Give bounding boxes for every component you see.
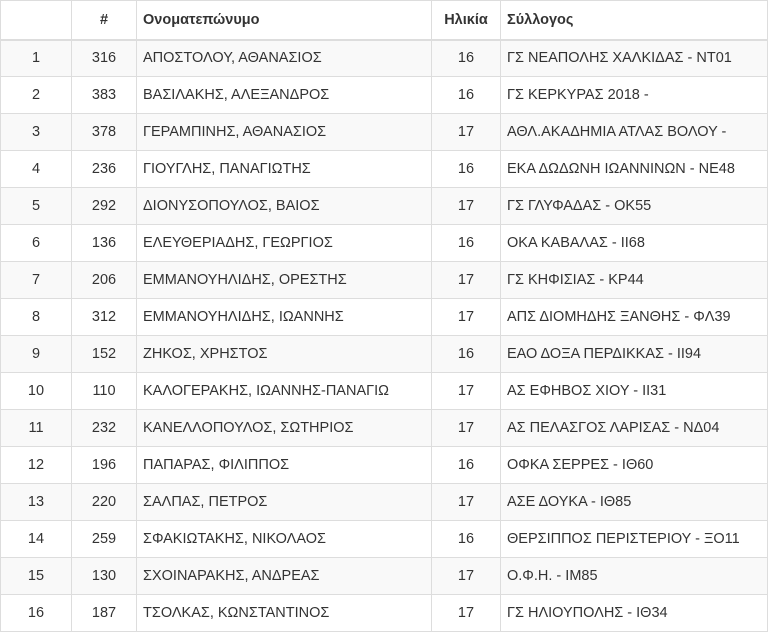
cell-number: 292 <box>72 188 137 225</box>
cell-name: ΚΑΛΟΓΕΡΑΚΗΣ, ΙΩΑΝΝΗΣ-ΠΑΝΑΓΙΩ <box>137 373 432 410</box>
header-number: # <box>72 1 137 40</box>
header-club: Σύλλογος <box>501 1 768 40</box>
table-row <box>1 558 768 595</box>
cell-age: 17 <box>432 188 501 225</box>
header-name: Ονοματεπώνυμο <box>137 1 432 40</box>
cell-name: ΕΜΜΑΝΟΥΗΛΙΔΗΣ, ΟΡΕΣΤΗΣ <box>137 262 432 299</box>
cell-position: 16 <box>1 595 72 632</box>
cell-position: 10 <box>1 373 72 410</box>
cell-club: ΟΦΚΑ ΣΕΡΡΕΣ - ΙΘ60 <box>501 447 768 484</box>
cell-club: ΓΣ ΓΛΥΦΑΔΑΣ - ΟΚ55 <box>501 188 768 225</box>
table-row <box>1 114 768 151</box>
cell-club: ΓΣ ΚΕΡΚΥΡΑΣ 2018 - <box>501 77 768 114</box>
table-row <box>1 188 768 225</box>
table-row <box>1 410 768 447</box>
cell-age: 17 <box>432 299 501 336</box>
cell-position: 13 <box>1 484 72 521</box>
cell-club: ΟΚΑ ΚΑΒΑΛΑΣ - ΙΙ68 <box>501 225 768 262</box>
header-row <box>1 1 768 40</box>
cell-age: 17 <box>432 114 501 151</box>
cell-number: 383 <box>72 77 137 114</box>
table-row <box>1 484 768 521</box>
cell-position: 3 <box>1 114 72 151</box>
cell-club: ΑΣ ΕΦΗΒΟΣ ΧΙΟΥ - ΙΙ31 <box>501 373 768 410</box>
cell-number: 316 <box>72 40 137 77</box>
cell-number: 110 <box>72 373 137 410</box>
cell-age: 16 <box>432 336 501 373</box>
cell-number: 232 <box>72 410 137 447</box>
cell-club: ΓΣ ΝΕΑΠΟΛΗΣ ΧΑΛΚΙΔΑΣ - ΝΤ01 <box>501 40 768 77</box>
cell-number: 130 <box>72 558 137 595</box>
cell-name: ΠΑΠΑΡΑΣ, ΦΙΛΙΠΠΟΣ <box>137 447 432 484</box>
cell-number: 136 <box>72 225 137 262</box>
cell-age: 16 <box>432 77 501 114</box>
cell-position: 9 <box>1 336 72 373</box>
cell-club: ΕΚΑ ΔΩΔΩΝΗ ΙΩΑΝΝΙΝΩΝ - ΝΕ48 <box>501 151 768 188</box>
table-row <box>1 299 768 336</box>
cell-number: 378 <box>72 114 137 151</box>
cell-age: 17 <box>432 558 501 595</box>
cell-name: ΣΧΟΙΝΑΡΑΚΗΣ, ΑΝΔΡΕΑΣ <box>137 558 432 595</box>
cell-name: ΖΗΚΟΣ, ΧΡΗΣΤΟΣ <box>137 336 432 373</box>
cell-position: 11 <box>1 410 72 447</box>
cell-club: ΑΣ ΠΕΛΑΣΓΟΣ ΛΑΡΙΣΑΣ - ΝΔ04 <box>501 410 768 447</box>
table-row <box>1 373 768 410</box>
cell-club: ΑΘΛ.ΑΚΑΔΗΜΙΑ ΑΤΛΑΣ ΒΟΛΟΥ - <box>501 114 768 151</box>
cell-position: 7 <box>1 262 72 299</box>
cell-name: ΓΕΡΑΜΠΙΝΗΣ, ΑΘΑΝΑΣΙΟΣ <box>137 114 432 151</box>
table-header <box>1 1 768 40</box>
cell-age: 17 <box>432 262 501 299</box>
cell-position: 8 <box>1 299 72 336</box>
cell-number: 187 <box>72 595 137 632</box>
cell-number: 220 <box>72 484 137 521</box>
cell-age: 16 <box>432 225 501 262</box>
table-row <box>1 151 768 188</box>
cell-number: 259 <box>72 521 137 558</box>
cell-name: ΑΠΟΣΤΟΛΟΥ, ΑΘΑΝΑΣΙΟΣ <box>137 40 432 77</box>
cell-age: 17 <box>432 373 501 410</box>
cell-name: ΣΑΛΠΑΣ, ΠΕΤΡΟΣ <box>137 484 432 521</box>
table-row <box>1 447 768 484</box>
header-age: Ηλικία <box>432 1 501 40</box>
cell-name: ΕΛΕΥΘΕΡΙΑΔΗΣ, ΓΕΩΡΓΙΟΣ <box>137 225 432 262</box>
cell-name: ΓΙΟΥΓΛΗΣ, ΠΑΝΑΓΙΩΤΗΣ <box>137 151 432 188</box>
cell-position: 2 <box>1 77 72 114</box>
table-row <box>1 225 768 262</box>
cell-age: 16 <box>432 521 501 558</box>
cell-position: 15 <box>1 558 72 595</box>
cell-number: 236 <box>72 151 137 188</box>
cell-position: 14 <box>1 521 72 558</box>
cell-club: ΕΑΟ ΔΟΞΑ ΠΕΡΔΙΚΚΑΣ - ΙΙ94 <box>501 336 768 373</box>
cell-age: 17 <box>432 484 501 521</box>
cell-number: 152 <box>72 336 137 373</box>
cell-position: 1 <box>1 40 72 77</box>
cell-club: ΓΣ ΚΗΦΙΣΙΑΣ - ΚΡ44 <box>501 262 768 299</box>
cell-number: 312 <box>72 299 137 336</box>
cell-name: ΕΜΜΑΝΟΥΗΛΙΔΗΣ, ΙΩΑΝΝΗΣ <box>137 299 432 336</box>
cell-number: 206 <box>72 262 137 299</box>
cell-club: Ο.Φ.Η. - ΙΜ85 <box>501 558 768 595</box>
cell-club: ΘΕΡΣΙΠΠΟΣ ΠΕΡΙΣΤΕΡΙΟΥ - ΞΟ11 <box>501 521 768 558</box>
cell-position: 12 <box>1 447 72 484</box>
cell-age: 17 <box>432 410 501 447</box>
cell-name: ΔΙΟΝΥΣΟΠΟΥΛΟΣ, ΒΑΙΟΣ <box>137 188 432 225</box>
header-position <box>1 1 72 40</box>
cell-position: 4 <box>1 151 72 188</box>
cell-name: ΤΣΟΛΚΑΣ, ΚΩΝΣΤΑΝΤΙΝΟΣ <box>137 595 432 632</box>
cell-position: 6 <box>1 225 72 262</box>
cell-name: ΣΦΑΚΙΩΤΑΚΗΣ, ΝΙΚΟΛΑΟΣ <box>137 521 432 558</box>
cell-club: ΓΣ ΗΛΙΟΥΠΟΛΗΣ - ΙΘ34 <box>501 595 768 632</box>
cell-number: 196 <box>72 447 137 484</box>
cell-age: 16 <box>432 447 501 484</box>
cell-age: 16 <box>432 40 501 77</box>
table-body <box>1 40 768 632</box>
cell-name: ΒΑΣΙΛΑΚΗΣ, ΑΛΕΞΑΝΔΡΟΣ <box>137 77 432 114</box>
cell-club: ΑΠΣ ΔΙΟΜΗΔΗΣ ΞΑΝΘΗΣ - ΦΛ39 <box>501 299 768 336</box>
cell-age: 17 <box>432 595 501 632</box>
table-row <box>1 77 768 114</box>
table-row <box>1 595 768 632</box>
cell-age: 16 <box>432 151 501 188</box>
table-row <box>1 40 768 77</box>
table-row <box>1 336 768 373</box>
table-row <box>1 521 768 558</box>
cell-position: 5 <box>1 188 72 225</box>
cell-name: ΚΑΝΕΛΛΟΠΟΥΛΟΣ, ΣΩΤΗΡΙΟΣ <box>137 410 432 447</box>
table-row <box>1 262 768 299</box>
cell-club: ΑΣΕ ΔΟΥΚΑ - ΙΘ85 <box>501 484 768 521</box>
